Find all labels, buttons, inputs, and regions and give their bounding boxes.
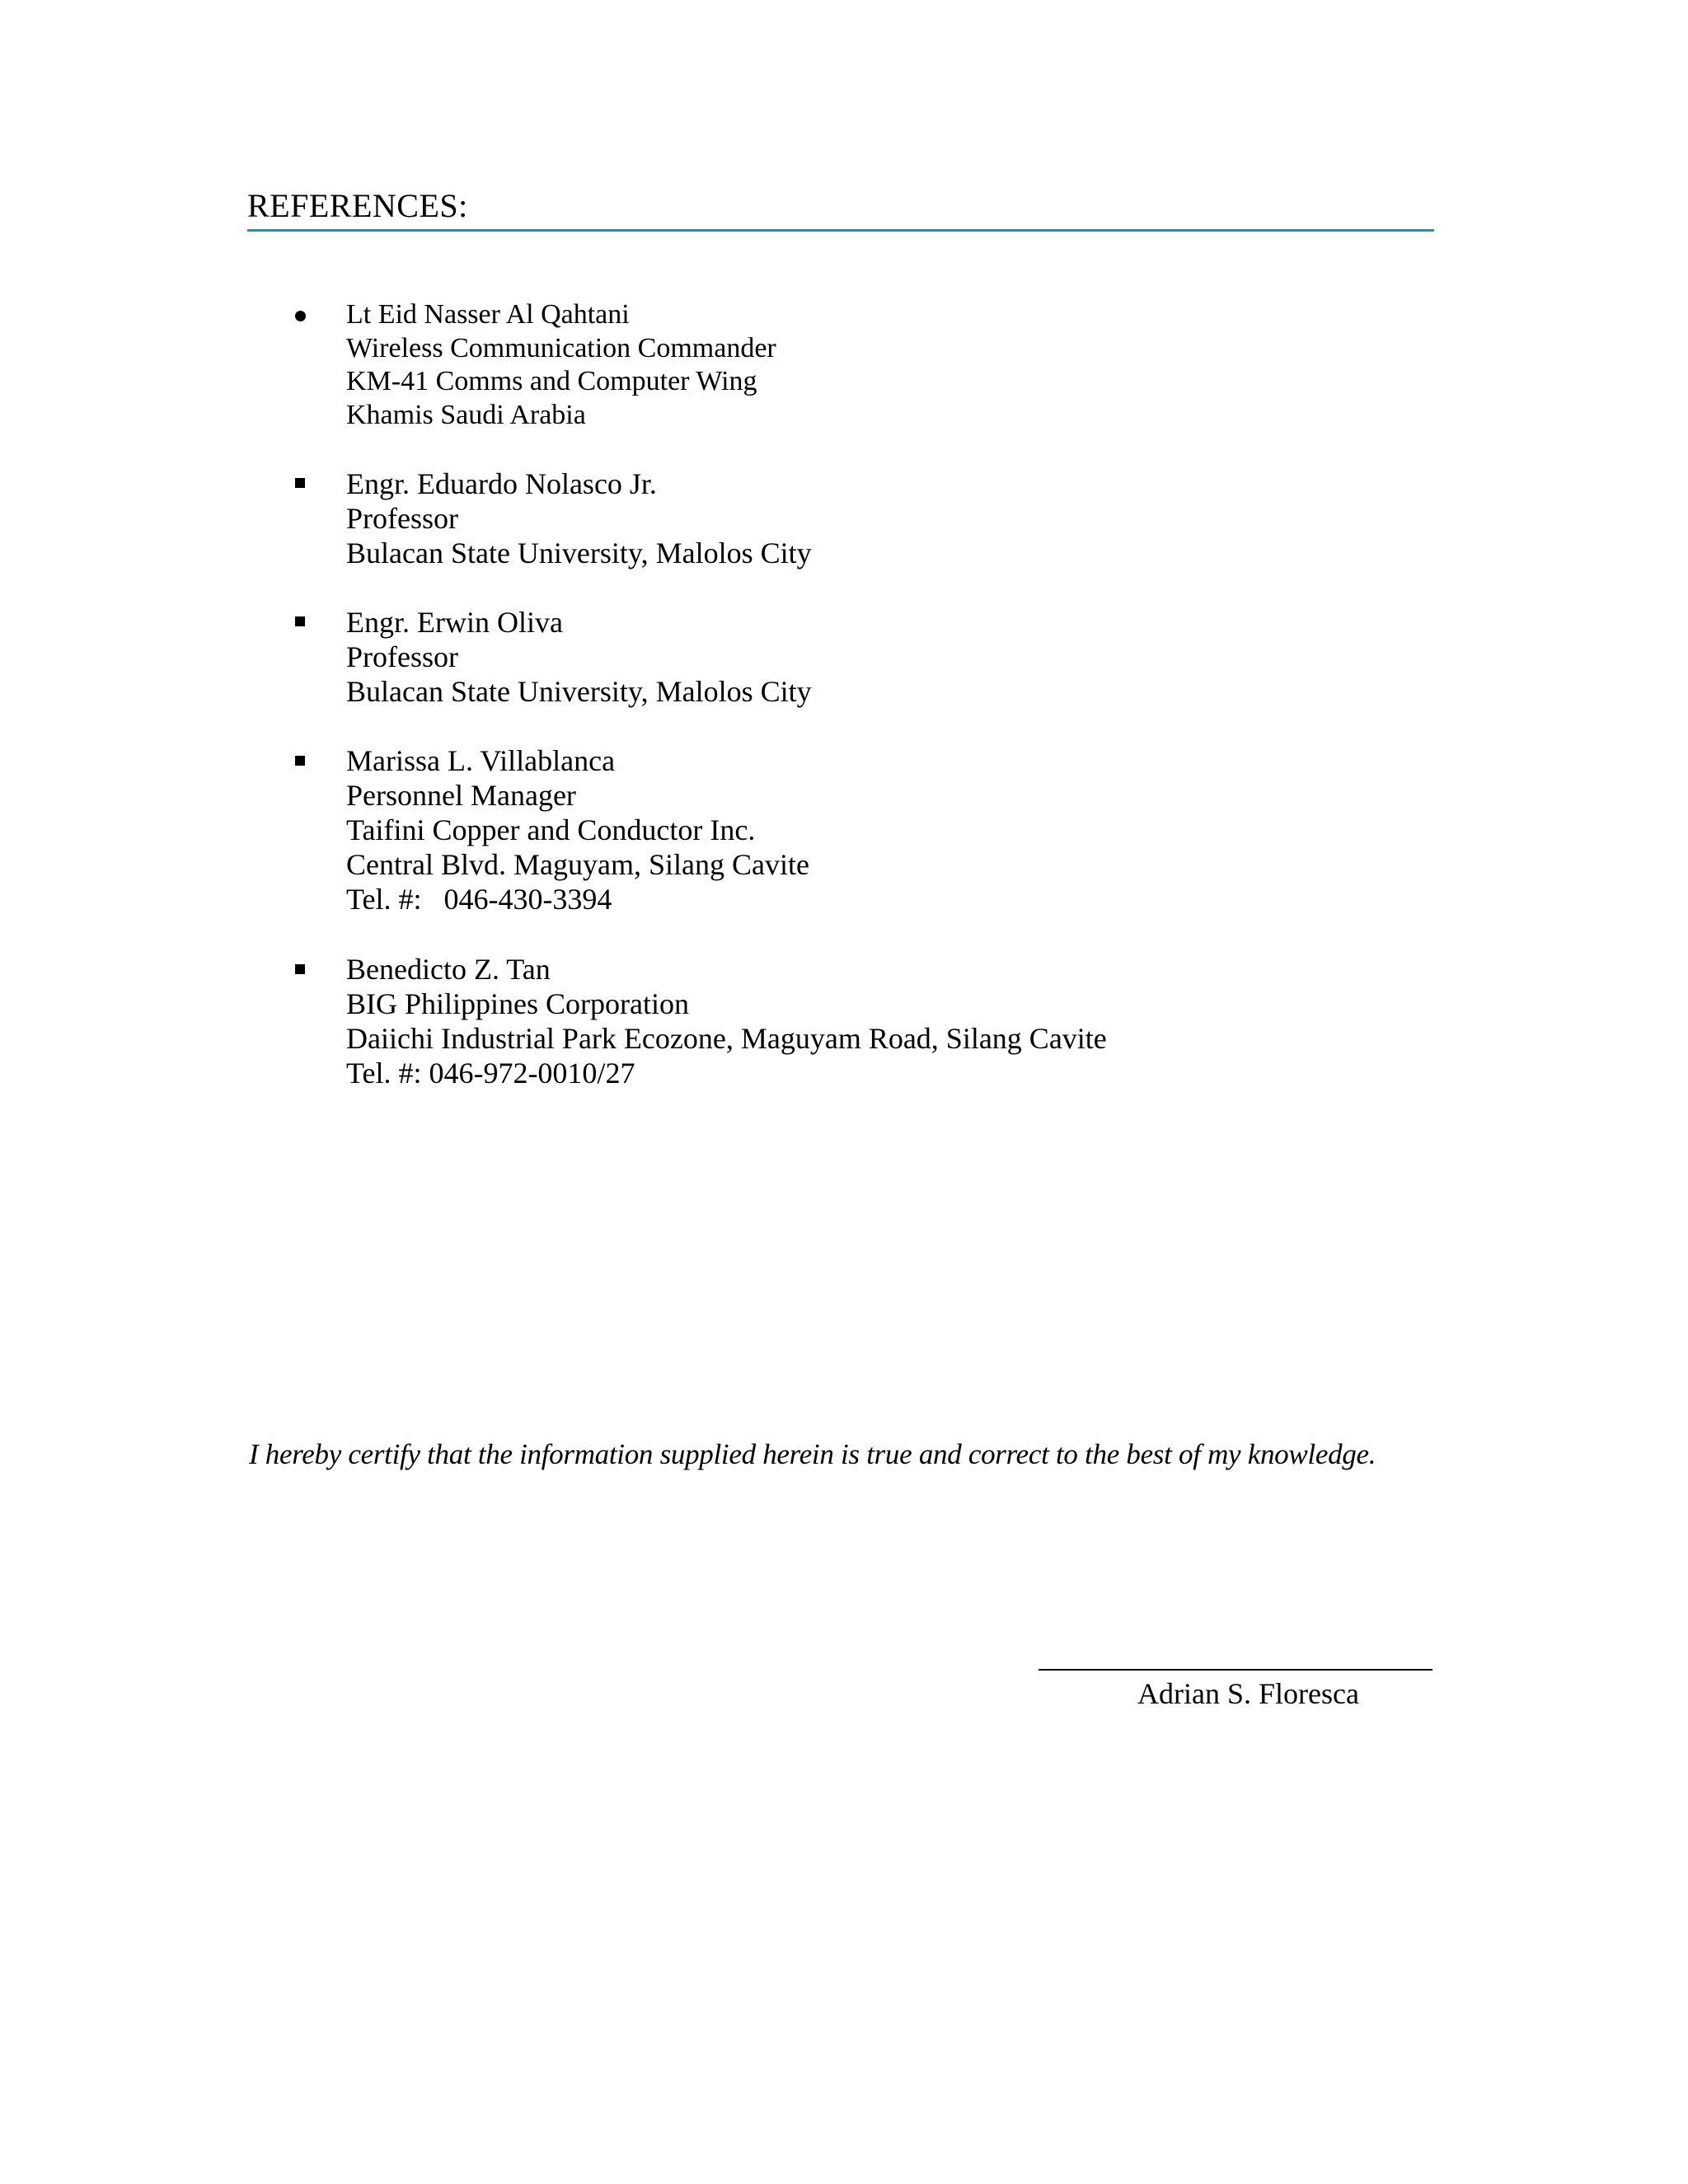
title-divider xyxy=(247,229,1434,232)
round-bullet-icon xyxy=(295,311,306,321)
reference-title: Wireless Communication Commander xyxy=(346,332,776,363)
reference-name: Marissa L. Villablanca xyxy=(346,744,616,777)
signatory-name: Adrian S. Floresca xyxy=(1137,1677,1359,1710)
reference-telephone: Tel. #: 046-972-0010/27 xyxy=(346,1057,635,1090)
square-bullet-icon xyxy=(295,756,305,766)
square-bullet-icon xyxy=(295,964,305,974)
reference-title: Professor xyxy=(346,502,458,535)
reference-organization: BIG Philippines Corporation xyxy=(346,987,689,1020)
square-bullet-icon xyxy=(295,478,305,488)
reference-name: Benedicto Z. Tan xyxy=(346,953,551,986)
signature-line xyxy=(1039,1669,1432,1671)
reference-name: Engr. Erwin Oliva xyxy=(346,606,563,639)
reference-organization: Bulacan State University, Malolos City xyxy=(346,537,812,569)
page-title: REFERENCES: xyxy=(247,187,468,224)
reference-name: Lt Eid Nasser Al Qahtani xyxy=(346,299,630,330)
certification-statement: I hereby certify that the information supplied herein is true and correct to the best of my knowledge. xyxy=(249,1438,1376,1470)
square-bullet-icon xyxy=(295,616,305,626)
reference-organization: KM-41 Comms and Computer Wing xyxy=(346,366,757,396)
reference-name: Engr. Eduardo Nolasco Jr. xyxy=(346,467,657,500)
reference-telephone: Tel. #: 046-430-3394 xyxy=(346,883,612,916)
reference-title: Professor xyxy=(346,640,458,673)
reference-address: Daiichi Industrial Park Ecozone, Maguyam Road, Silang Cavite xyxy=(346,1022,1107,1055)
reference-title: Personnel Manager xyxy=(346,779,576,812)
reference-organization: Taifini Copper and Conductor Inc. xyxy=(346,813,756,846)
reference-location: Khamis Saudi Arabia xyxy=(346,399,586,430)
reference-organization: Bulacan State University, Malolos City xyxy=(346,675,812,708)
reference-address: Central Blvd. Maguyam, Silang Cavite xyxy=(346,848,809,881)
